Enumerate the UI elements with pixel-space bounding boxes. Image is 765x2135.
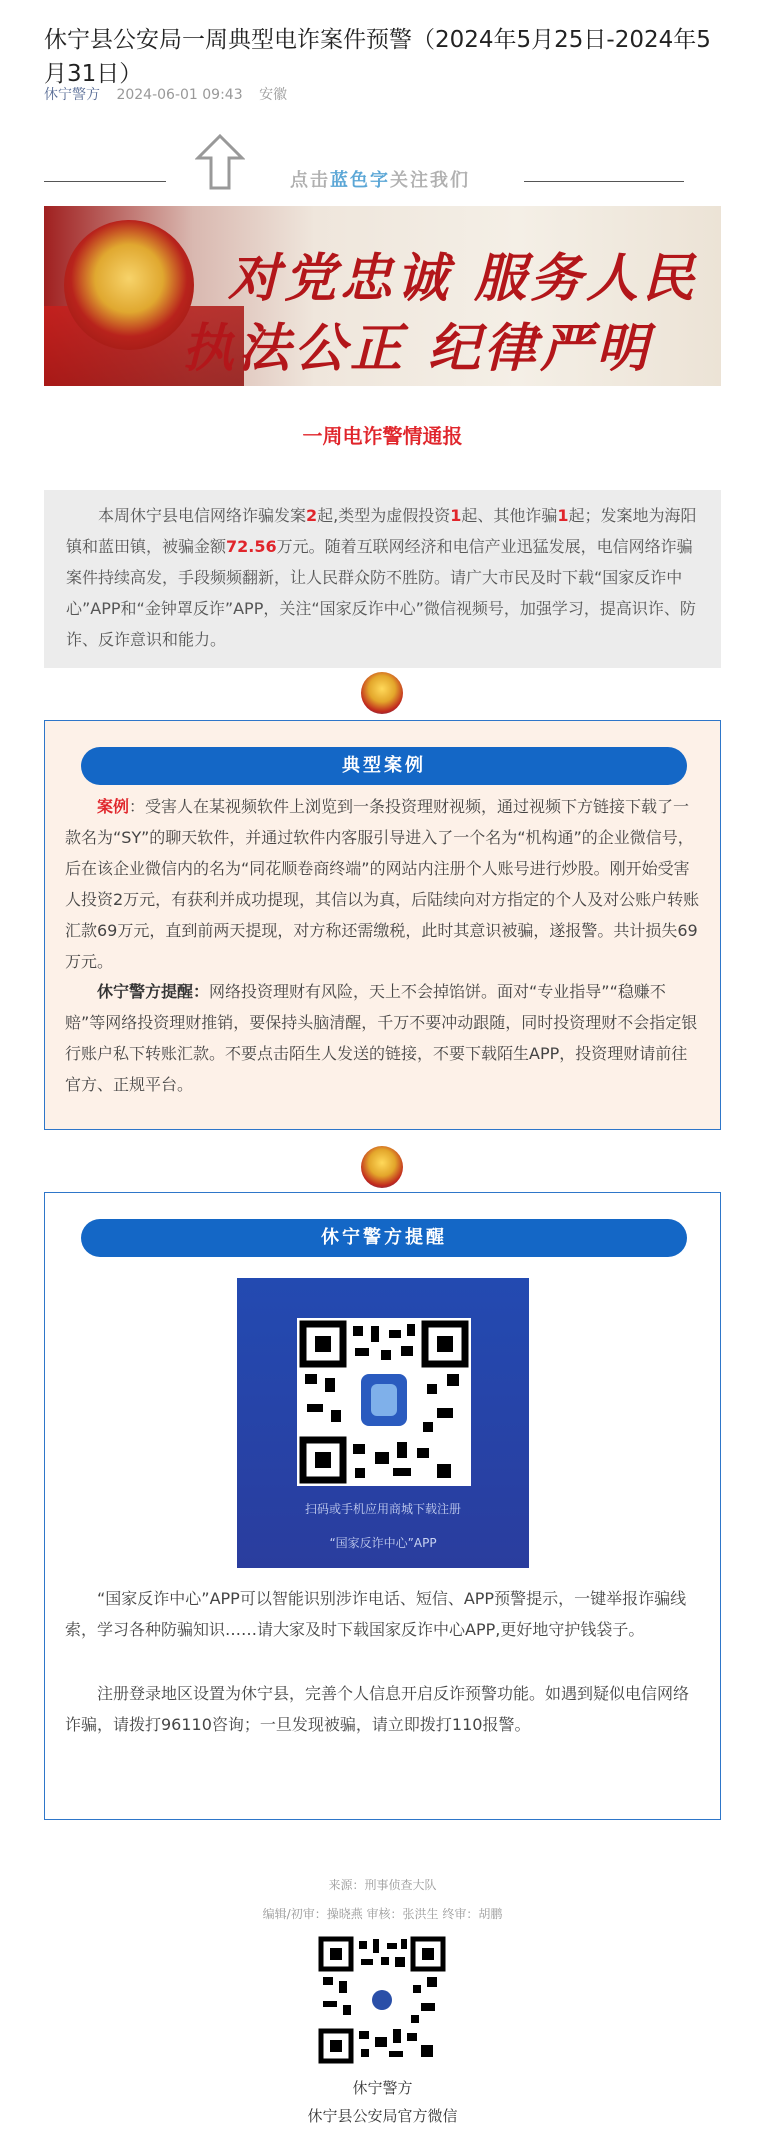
police-emblem	[64, 220, 194, 350]
app-intro-paragraph: “国家反诈中心”APP可以智能识别涉诈电话、短信、APP预警提示，一键举报诈骗线索，学习各种防骗知识……请大家及时下载国家反诈中心APP,更好地守护钱袋子。	[65, 1589, 687, 1639]
banner-image	[44, 206, 721, 386]
publish-time: 2024-06-01 09:43	[116, 87, 243, 103]
weekly-summary: 本周休宁县电信网络诈骗发案2起,类型为虚假投资1起、其他诈骗1起；发案地为海阳镇和蓝田镇，被骗金额72.56万元。随着互联网经济和电信产业迅猛发展，电信网络诈骗案件持续高发，手段频频翻新，让人民群众防不胜防。请广大市民及时下载“国家反诈中心”APP和“金钟罩反诈”APP，关注“国家反诈中心”微信视频号，加强学习，提高识诈、防诈、反诈意识和能力。	[44, 490, 721, 668]
follow-hint[interactable]: 点击蓝色字关注我们	[290, 170, 470, 191]
article-title: 休宁县公安局一周典型电诈案件预警（2024年5月25日-2024年5月31日）	[44, 27, 711, 88]
police-reminder-card	[44, 1192, 721, 1820]
banner-slogan-2: 执法公正 纪律严明	[182, 318, 653, 379]
typical-case-heading: 典型案例	[81, 747, 687, 785]
divider-left	[44, 181, 166, 182]
footer-editors: 编辑/初审：操晓燕 审核：张洪生 终审：胡鹏	[262, 1907, 503, 1921]
police-tip-paragraph: 休宁警方提醒：网络投资理财有风险，天上不会掉馅饼。面对“专业指导”“稳赚不赔”等网络投资理财推销，要保持头脑清醒，千万不要冲动跟随，同时投资理财不会指定银行账户私下转账汇款。不要点击陌生人发送的链接，不要下载陌生APP，投资理财请前往官方、正规平台。	[65, 982, 698, 1094]
police-badge-icon	[361, 1146, 403, 1188]
account-link[interactable]: 休宁警方	[44, 87, 100, 103]
qr-code-icon[interactable]	[317, 1935, 447, 2065]
arrow-up-icon	[195, 134, 245, 194]
account-name: 休宁警方	[352, 2079, 413, 2097]
anti-fraud-app-poster	[237, 1278, 529, 1568]
article-meta	[44, 84, 287, 104]
qr-caption-app: “国家反诈中心”APP	[329, 1536, 437, 1550]
reminder-heading: 休宁警方提醒	[81, 1219, 687, 1257]
qr-caption: 扫码或手机应用商城下载注册	[304, 1502, 461, 1516]
registration-paragraph: 注册登录地区设置为休宁县，完善个人信息开启反诈预警功能。如遇到疑似电信网络诈骗，请拨打96110咨询；一旦发现被骗，请立即拨打110报警。	[65, 1684, 690, 1734]
divider-right	[524, 181, 684, 182]
footer-source: 来源：刑事侦查大队	[328, 1878, 437, 1892]
police-badge-icon	[361, 672, 403, 714]
typical-case-card	[44, 720, 721, 1130]
qr-code-icon[interactable]	[297, 1318, 471, 1486]
publish-location: 安徽	[259, 87, 288, 103]
banner-slogan-1: 对党忠诚 服务人民	[228, 248, 699, 309]
section-heading: 一周电诈警情通报	[302, 424, 463, 448]
case-paragraph: 案例：受害人在某视频软件上浏览到一条投资理财视频，通过视频下方链接下载了一款名为“SY”的聊天软件，并通过软件内客服引导进入了一个名为“机构通”的企业微信号，后在该企业微信内的名为“同花顺卷商终端”的网站内注册个人账号进行炒股。刚开始受害人投资2万元，有获利并成功提现，其信以为真，后陆续向对方指定的个人及对公账户转账汇款69万元，直到前两天提现，对方称还需缴税，此时其意识被骗，遂报警。共计损失69万元。	[65, 797, 700, 971]
account-description: 休宁县公安局官方微信	[307, 2107, 458, 2125]
